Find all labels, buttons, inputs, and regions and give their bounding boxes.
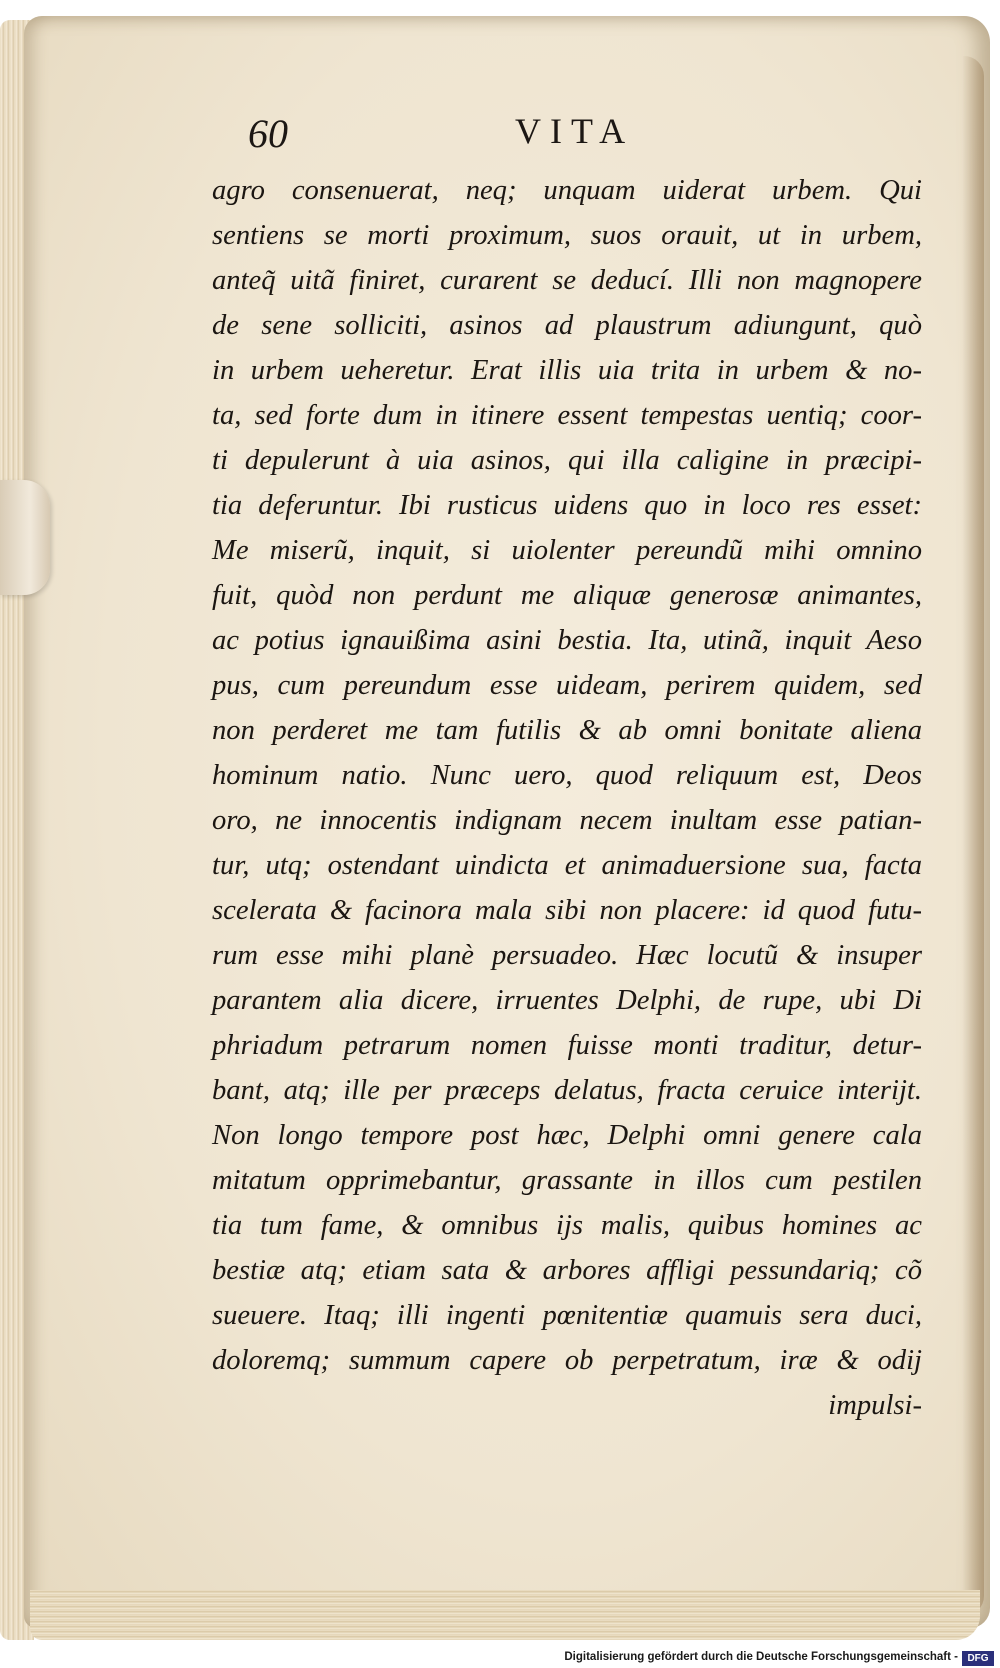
- text-line: pus, cum pereundum esse uideam, perirem quidem, sed: [212, 670, 922, 701]
- text-line: oro, ne innocentis indignam necem inultam esse patian-: [212, 805, 922, 836]
- text-line: hominum natio. Nunc uero, quod reliquum est, Deos: [212, 760, 922, 791]
- text-line: impulsi-: [828, 1390, 922, 1421]
- funding-credit: Digitalisierung gefördert durch die Deutsche Forschungsgemeinschaft -: [564, 1651, 958, 1663]
- text-line: tia tum fame, & omnibus ijs malis, quibus homines ac: [212, 1210, 922, 1241]
- paper-tab-marker: [0, 480, 50, 595]
- text-line: agro consenuerat, neq; unquam uiderat urbem. Qui: [212, 175, 922, 206]
- page-number: 60: [248, 111, 288, 156]
- text-line: mitatum opprimebantur, grassante in illos cum pestilen: [212, 1165, 922, 1196]
- text-line: anteq̃ uitã finiret, curarent se deducí. Illi non magnopere: [212, 265, 922, 296]
- digitization-footer: [0, 1650, 1000, 1668]
- text-line: phriadum petrarum nomen fuisse monti traditur, detur-: [212, 1030, 922, 1061]
- text-line: sentiens se morti proximum, suos orauit, ut in urbem,: [212, 220, 922, 251]
- text-line: tur, utq; ostendant uindicta et animaduersione sua, facta: [212, 850, 922, 881]
- body-text: [212, 168, 922, 1428]
- page-header: [0, 110, 1000, 160]
- text-line: non perderet me tam futilis & ab omni bonitate aliena: [212, 715, 922, 746]
- running-title: VITA: [515, 111, 635, 151]
- text-line: de sene solliciti, asinos ad plaustrum adiungunt, quò: [212, 310, 922, 341]
- text-line: Me miserũ, inquit, si uiolenter pereundũ mihi omnino: [212, 535, 922, 566]
- text-line: in urbem ueheretur. Erat illis uia trita in urbem & no-: [212, 355, 922, 386]
- text-line: scelerata & facinora mala sibi non placere: id quod futu-: [212, 895, 922, 926]
- text-line: ti depulerunt à uia asinos, qui illa caligine in præcipi-: [212, 445, 922, 476]
- text-line: ac potius ignauißima asini bestia. Ita, utinã, inquit Aeso: [212, 625, 922, 656]
- text-line: rum esse mihi planè persuadeo. Hæc locutũ & insuper: [212, 940, 922, 971]
- text-line: ta, sed forte dum in itinere essent tempestas uentiq; coor-: [212, 400, 922, 431]
- text-line: Non longo tempore post hæc, Delphi omni genere cala: [212, 1120, 922, 1151]
- text-line: sueuere. Itaq; illi ingenti pœnitentiæ quamuis sera duci,: [212, 1300, 922, 1331]
- text-line: parantem alia dicere, irruentes Delphi, de rupe, ubi Di: [212, 985, 922, 1016]
- text-line: bestiæ atq; etiam sata & arbores affligi pessundariq; cõ: [212, 1255, 922, 1286]
- text-line: doloremq; summum capere ob perpetratum, iræ & odij: [212, 1345, 922, 1376]
- page-curl-shadow: [962, 56, 984, 1616]
- text-line: bant, atq; ille per præceps delatus, fracta ceruice interijt.: [212, 1075, 922, 1106]
- dfg-logo: DFG: [962, 1651, 994, 1666]
- book-block-bottom-edge: [30, 1590, 980, 1640]
- text-line: tia deferuntur. Ibi rusticus uidens quo in loco res esset:: [212, 490, 922, 521]
- text-line: fuit, quòd non perdunt me aliquæ generosæ animantes,: [212, 580, 922, 611]
